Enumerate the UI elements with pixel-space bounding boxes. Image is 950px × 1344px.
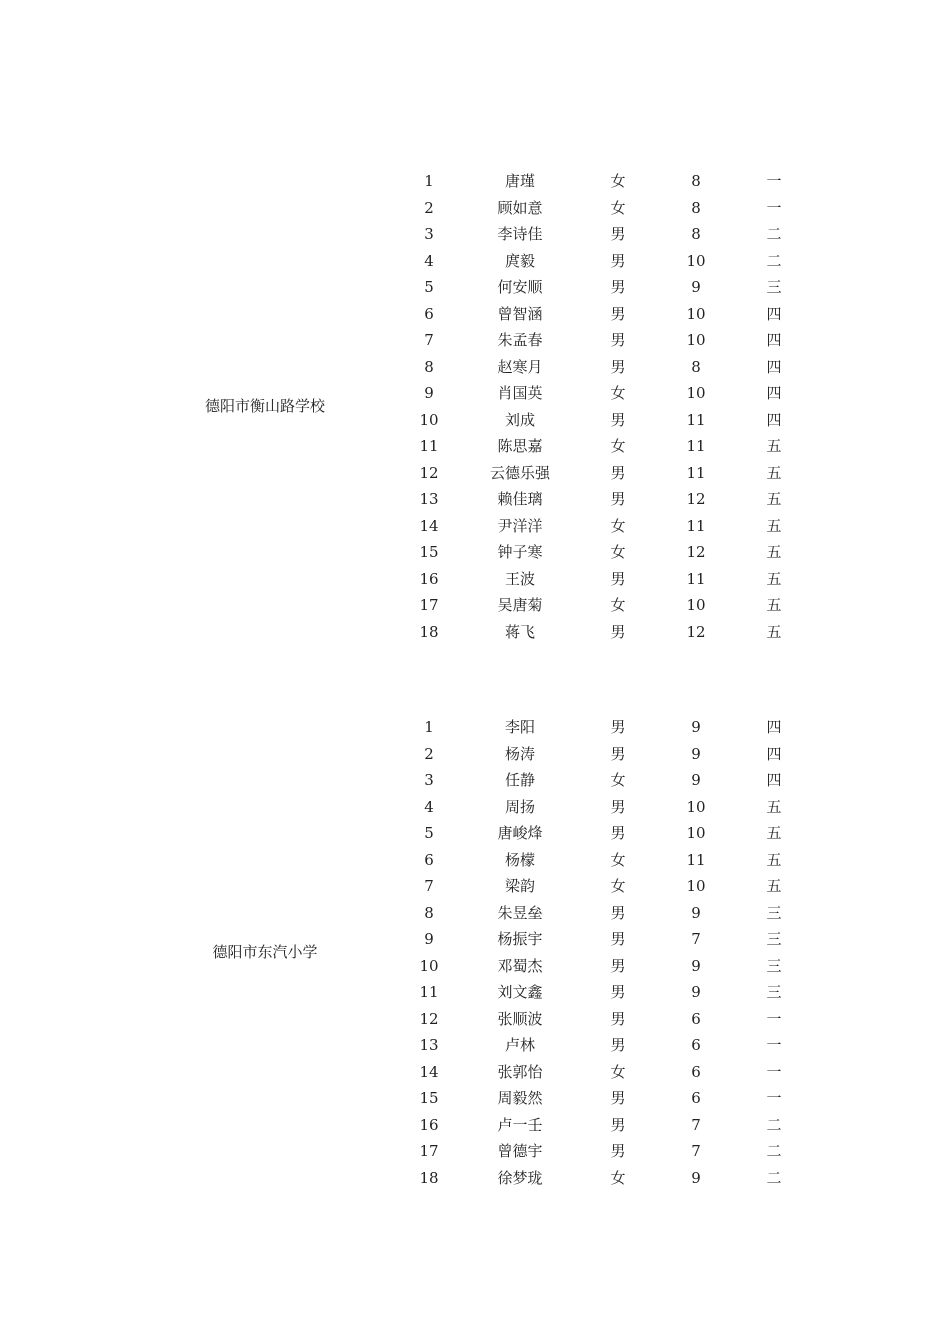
student-age: 10 [686,251,706,270]
student-age: 8 [691,172,701,190]
table-row [0,1112,950,1139]
student-name: 卢林 [504,1036,535,1054]
student-age: 11 [686,463,706,482]
table-row [0,1085,950,1112]
student-age: 11 [686,516,706,535]
student-age: 9 [691,771,701,789]
student-number: 5 [424,824,434,842]
student-age: 9 [691,903,701,922]
student-grade: 三 [766,930,782,948]
table-row [0,168,950,195]
student-grade: 一 [766,172,782,190]
table-row [0,1138,950,1165]
student-age: 9 [691,956,701,975]
student-gender: 男 [610,463,626,482]
student-grade: 五 [766,877,782,895]
table-row [0,979,950,1006]
table-row [0,539,950,566]
student-name: 云德乐强 [489,463,550,482]
student-grade: 三 [766,956,782,975]
student-age: 10 [686,331,706,349]
student-grade: 五 [766,569,782,588]
student-age: 10 [686,596,706,614]
student-name: 任静 [504,771,535,789]
student-name: 曾德宇 [497,1142,543,1160]
student-name: 尹洋洋 [497,516,543,535]
table-row [0,221,950,248]
student-gender: 男 [610,903,626,922]
student-grade: 五 [766,622,782,641]
table-row [0,566,950,593]
student-gender: 男 [610,622,626,641]
student-grade: 一 [766,1089,782,1107]
student-name: 庹毅 [504,251,535,270]
student-name: 顾如意 [497,198,543,217]
student-grade: 四 [766,304,782,323]
student-number: 14 [419,1062,439,1081]
student-number: 13 [419,490,439,508]
student-number: 18 [419,1168,439,1187]
student-grade: 一 [766,1009,782,1028]
student-age: 6 [691,1089,701,1107]
student-grade: 四 [766,331,782,349]
student-name: 张顺波 [497,1009,543,1028]
student-number: 14 [419,516,439,535]
student-name: 杨涛 [504,744,535,763]
student-age: 12 [686,543,706,561]
student-grade: 三 [766,983,782,1001]
student-number: 8 [424,357,434,376]
student-gender: 男 [610,1142,626,1160]
student-name: 李阳 [504,718,535,736]
student-grade: 一 [766,198,782,217]
student-name: 周扬 [504,797,535,816]
student-number: 3 [424,225,434,243]
student-age: 11 [686,437,706,455]
student-gender: 男 [610,1036,626,1054]
table-row [0,1006,950,1033]
student-age: 7 [691,1142,701,1160]
student-number: 18 [419,622,439,641]
table-row [0,741,950,768]
student-gender: 男 [610,490,626,508]
student-age: 7 [691,930,701,948]
student-name: 张郭怡 [497,1062,543,1081]
student-grade: 四 [766,771,782,789]
student-name: 吴唐菊 [497,596,543,614]
student-number: 2 [424,744,434,763]
student-grade: 五 [766,463,782,482]
student-name: 唐峻烽 [497,824,543,842]
student-number: 7 [424,331,434,349]
table-row [0,873,950,900]
student-gender: 男 [610,718,626,736]
student-name: 朱孟春 [497,331,543,349]
student-name: 曾智涵 [497,304,543,323]
student-grade: 一 [766,1036,782,1054]
student-number: 2 [424,198,434,217]
student-age: 11 [686,850,706,869]
student-age: 8 [691,225,701,243]
student-number: 10 [419,956,439,975]
student-number: 7 [424,877,434,895]
table-row [0,301,950,328]
table-row [0,592,950,619]
student-grade: 四 [766,384,782,402]
student-number: 12 [419,1009,439,1028]
student-gender: 男 [610,304,626,323]
student-gender: 女 [610,384,626,402]
student-grade: 四 [766,357,782,376]
student-gender: 男 [610,1089,626,1107]
student-grade: 三 [766,278,782,296]
table-row [0,433,950,460]
student-name: 赵寒月 [497,357,543,376]
student-number: 10 [419,410,439,429]
student-gender: 男 [610,331,626,349]
table-row [0,407,950,434]
student-grade: 五 [766,850,782,869]
student-gender: 男 [610,956,626,975]
student-number: 11 [419,983,439,1001]
student-gender: 男 [610,251,626,270]
student-name: 杨檬 [504,850,535,869]
student-number: 8 [424,903,434,922]
student-name: 邓蜀杰 [497,956,543,975]
student-number: 16 [419,1115,439,1134]
table-row [0,926,950,953]
student-grade: 五 [766,824,782,842]
student-gender: 男 [610,744,626,763]
student-name: 杨振宇 [497,930,543,948]
student-gender: 女 [610,596,626,614]
school-name: 德阳市东汽小学 [212,943,318,961]
student-name: 王波 [504,569,535,588]
student-name: 卢一壬 [497,1115,543,1134]
student-grade: 四 [766,744,782,763]
student-age: 11 [686,569,706,588]
student-number: 3 [424,771,434,789]
student-number: 4 [424,797,434,816]
student-age: 9 [691,983,701,1001]
student-number: 1 [424,172,434,190]
student-name: 蒋飞 [504,622,535,641]
student-gender: 男 [610,1115,626,1134]
student-name: 刘成 [504,410,535,429]
table-row [0,327,950,354]
student-gender: 女 [610,198,626,217]
table-row [0,460,950,487]
table-row [0,1165,950,1192]
student-number: 9 [424,930,434,948]
student-grade: 四 [766,410,782,429]
table-row [0,513,950,540]
student-name: 陈思嘉 [497,437,543,455]
table-row [0,1032,950,1059]
student-age: 10 [686,304,706,323]
student-number: 1 [424,718,434,736]
table-row [0,714,950,741]
student-grade: 二 [766,1142,782,1160]
school-name: 德阳市衡山路学校 [204,397,325,415]
student-gender: 男 [610,357,626,376]
student-name: 肖国英 [497,384,543,402]
student-number: 9 [424,384,434,402]
student-age: 6 [691,1009,701,1028]
student-grade: 四 [766,718,782,736]
student-age: 6 [691,1062,701,1081]
student-number: 15 [419,1089,439,1107]
student-name: 何安顺 [497,278,543,296]
student-grade: 五 [766,437,782,455]
student-age: 6 [691,1036,701,1054]
table-row [0,847,950,874]
student-number: 17 [419,596,439,614]
student-gender: 女 [610,877,626,895]
student-gender: 男 [610,930,626,948]
student-number: 15 [419,543,439,561]
table-row [0,354,950,381]
student-age: 10 [686,384,706,402]
student-gender: 女 [610,437,626,455]
table-row [0,900,950,927]
student-age: 12 [686,622,706,641]
student-grade: 五 [766,516,782,535]
student-gender: 女 [610,172,626,190]
student-grade: 二 [766,1168,782,1187]
student-gender: 男 [610,1009,626,1028]
table-row [0,794,950,821]
student-grade: 五 [766,543,782,561]
student-number: 5 [424,278,434,296]
student-number: 17 [419,1142,439,1160]
student-age: 10 [686,797,706,816]
table-row [0,248,950,275]
student-gender: 女 [610,1168,626,1187]
student-gender: 男 [610,824,626,842]
student-grade: 二 [766,1115,782,1134]
table-row [0,195,950,222]
student-grade: 三 [766,903,782,922]
student-age: 10 [686,877,706,895]
student-gender: 女 [610,1062,626,1081]
student-age: 11 [686,410,706,429]
student-age: 9 [691,744,701,763]
student-number: 12 [419,463,439,482]
student-name: 朱昱垒 [497,903,543,922]
table-row [0,619,950,646]
student-grade: 五 [766,490,782,508]
student-gender: 男 [610,983,626,1001]
student-age: 9 [691,718,701,736]
student-name: 唐瑾 [504,172,535,190]
student-gender: 男 [610,410,626,429]
student-gender: 女 [610,543,626,561]
student-gender: 男 [610,797,626,816]
student-number: 4 [424,251,434,270]
student-gender: 女 [610,850,626,869]
table-row [0,274,950,301]
student-grade: 二 [766,251,782,270]
student-name: 徐梦珑 [497,1168,543,1187]
student-grade: 五 [766,596,782,614]
table-row [0,380,950,407]
student-gender: 女 [610,516,626,535]
student-name: 钟子寒 [497,543,543,561]
student-gender: 女 [610,771,626,789]
student-name: 梁韵 [504,877,535,895]
student-number: 16 [419,569,439,588]
student-name: 李诗佳 [497,225,543,243]
student-gender: 男 [610,569,626,588]
student-age: 10 [686,824,706,842]
student-number: 6 [424,304,434,323]
table-row [0,820,950,847]
student-age: 9 [691,1168,701,1187]
table-row [0,486,950,513]
student-age: 7 [691,1115,701,1134]
student-gender: 男 [610,278,626,296]
student-grade: 一 [766,1062,782,1081]
student-age: 8 [691,198,701,217]
student-gender: 男 [610,225,626,243]
student-age: 9 [691,278,701,296]
student-name: 赖佳璃 [497,490,543,508]
student-number: 13 [419,1036,439,1054]
student-number: 11 [419,437,439,455]
table-row [0,953,950,980]
student-age: 8 [691,357,701,376]
student-grade: 五 [766,797,782,816]
student-name: 刘文鑫 [497,983,543,1001]
student-grade: 二 [766,225,782,243]
student-age: 12 [686,490,706,508]
student-name: 周毅然 [497,1089,543,1107]
table-row [0,767,950,794]
table-row [0,1059,950,1086]
student-number: 6 [424,850,434,869]
